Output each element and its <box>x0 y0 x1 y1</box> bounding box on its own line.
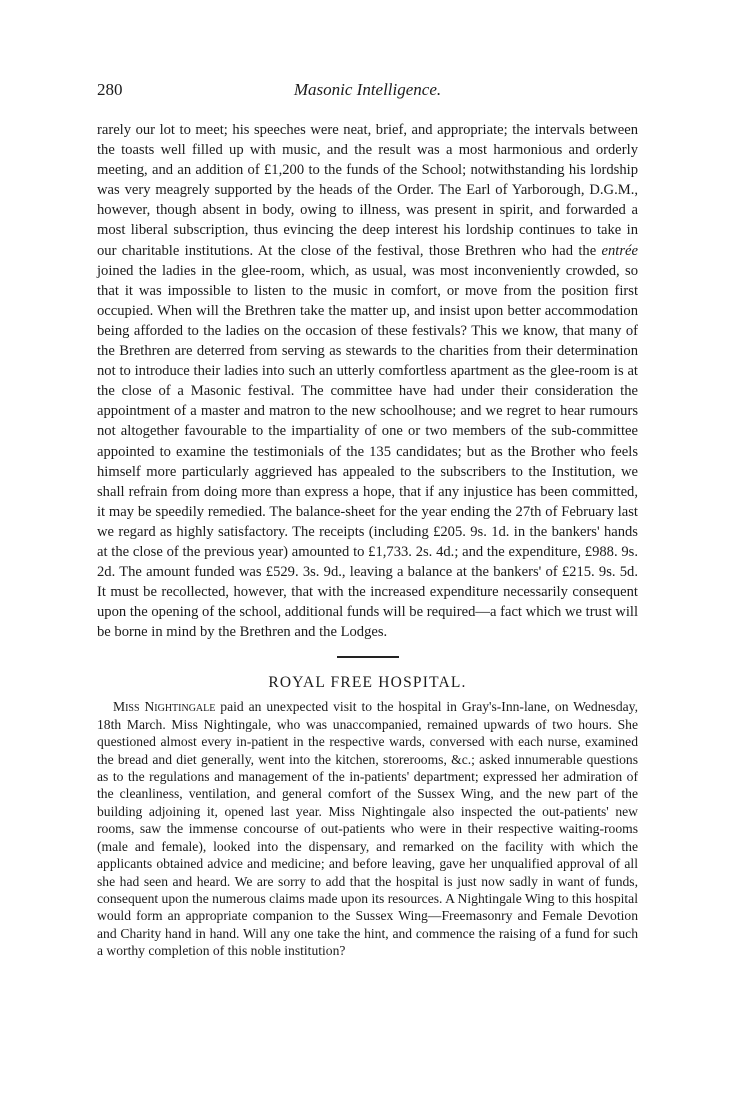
article-continued-paragraph <box>97 120 638 642</box>
lead-in-name: Miss Nightingale <box>113 699 216 715</box>
royal-free-hospital-paragraph <box>97 698 638 959</box>
running-title: Masonic Intelligence. <box>293 80 442 99</box>
section-title-royal-free-hospital: ROYAL FREE HOSPITAL. <box>268 674 467 692</box>
page-header <box>97 80 638 108</box>
section-divider <box>337 656 399 658</box>
article-text-part-b: joined the ladies in the glee-room, which, as usual, was most inconveniently crowded, so that it was impossible to listen to the music in comfort, or move from the position first occupied. When will the Brethren take the matter up, and insist upon better accommodation being afforded to the ladies on the occasion of these festivals? This we know, that many of the Brethren are deterred from serving as stewards to the charities from their determination not to introduce their ladies into such an utterly comfortless apartment as the glee-room is at the close of a Masonic festival. The committee have had under their consideration the appointment of a master and matron to the new schoolhouse; and we regret to hear rumours not altogether favourable to the impartiality of one or two members of the sub-committee appointed to examine the testimonials of the 135 candidates; but as the Brother who feels himself more particularly aggrieved has appealed to the subscribers to the Institution, we shall refrain from doing more than express a hope, that if any injustice has been committed, it may be speedily remedied. The balance-sheet for the year ending the 27th of February last we regard as highly satisfactory. The receipts (including £205. 9s. 1d. in the bankers' hands at the close of the previous year) amounted to £1,733. 2s. 4d.; and the expenditure, £988. 9s. 2d. The amount funded was £529. 3s. 9d., leaving a balance at the bankers' of £215. 9s. 5d. It must be recollected, however, that with the increased expenditure necessarily consequent upon the opening of the school, additional funds will be required—a fact which we trust will be borne in mind by the Brethren and the Lodges. <box>97 262 638 641</box>
entree-word: entrée <box>601 242 638 259</box>
page-number: 280 <box>97 80 123 99</box>
article-text-part-a: rarely our lot to meet; his speeches were neat, brief, and appropriate; the intervals between the toasts well filled up with music, and the result was a most harmonious and orderly meeting, and an addition of £1,200 to the funds of the School; notwithstanding his lordship was very meagrely supported by the heads of the Order. The Earl of Yarborough, D.G.M., however, though absent in body, owing to illness, was present in spirit, and forwarded a most liberal subscription, thus evincing the deep interest his lordship continues to take in our charitable institutions. At the close of the festival, those Brethren who had the <box>97 122 638 259</box>
hospital-text: paid an unexpected visit to the hospital in Gray's-Inn-lane, on Wednesday, 18th March. Miss Nightingale, who was unaccompanied, remained upwards of two hours. She questioned almost every in-patient in the respective wards, conversed with each nurse, examined the bread and diet generally, went into the kitchen, storerooms, &c.; asked innumerable questions as to the regulations and management of the in-patients' department; expressed her admiration of the cleanliness, ventilation, and general comfort of the Sussex Wing, and the new part of the building adjoining it, opened last year. Miss Nightingale also inspected the out-patients' new rooms, saw the immense concourse of out-patients who were in their respective waiting-rooms (male and female), looked into the dispensary, and remarked on the facility with which the applicants obtained advice and medicine; and before leaving, gave her unqualified approval of all she had seen and heard. We are sorry to add that the hospital is just now sadly in want of funds, consequent upon the numerous claims made upon its resources. A Nightingale Wing to this hospital would form an appropriate companion to the Sussex Wing—Freemasonry and Female Devotion and Charity hand in hand. Will any one take the hint, and commence the raising of a fund for such a worthy completion of this noble institution? <box>97 699 638 959</box>
